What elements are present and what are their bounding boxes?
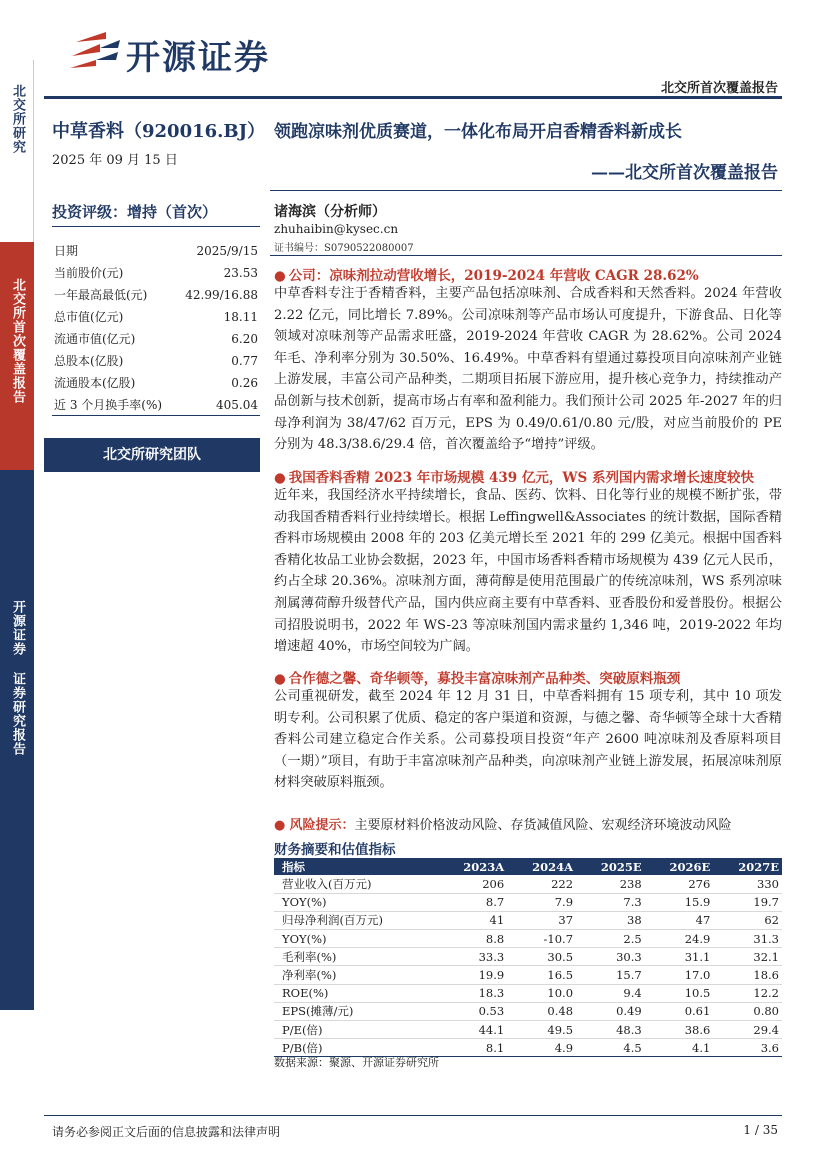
table-row [274,930,782,948]
rating-divider [52,226,260,227]
table-cell: 33.3 [438,948,507,966]
stat-value: 23.53 [223,266,258,280]
table-cell: 2.5 [576,930,645,948]
table-cell: 0.61 [645,1002,714,1020]
table-cell: 222 [507,875,576,893]
table-cell: 37 [507,911,576,929]
section-body: 近年来，我国经济水平持续增长，食品、医药、饮料、日化等行业的规模不断扩张，带动我国香精香料行业持续增长。根据 Leffingwell&Associates 的统计数据，国际香精香料市场规模由 2008 年的 203 亿美元增长至 2021 年的 299 亿美元。根据中国香料香精化妆品工业协会数据，2023 年，中国市场香料香精市场规模为 439 亿元人民币，约占全球 20.36%。凉味剂方面，薄荷醇是使用范围最广的传统凉味剂，WS 系列凉味剂属薄荷醇升级替代产品，国内供应商主要有中草香料、亚香股份和爱普股份。根据公司招股说明书，2022 年 WS-23 等凉味剂国内需求量约 1,346 吨，2019-2022 年均增速超 40%，市场空间较为广阔。 [274,488,782,655]
table-cell: 8.8 [438,930,507,948]
table-cell: 3.6 [713,1039,782,1057]
table-cell: 44.1 [438,1021,507,1039]
stat-row [52,284,260,306]
table-cell: 38.6 [645,1021,714,1039]
stat-row [52,328,260,350]
stat-label: 当前股价(元) [54,266,124,280]
report-type-header: 北交所首次覆盖报告 [660,81,778,96]
table-row [274,1021,782,1039]
stat-row [52,306,260,328]
report-subtitle: ——北交所首次覆盖报告 [591,163,778,183]
analyst-email[interactable]: zhuhaibin@kysec.cn [274,222,399,236]
section-body: 公司重视研发，截至 2024 年 12 月 31 日，中草香料拥有 15 项专利，其中 10 项发明专利。公司积累了优质、稳定的客户渠道和资源，与德之馨、奇华顿等全球十大香精香料公司建立稳定合作关系。公司募投项目投资“年产 2600 吨凉味剂及香原料项目（一期）”项目，有助于丰富凉味剂产品种类，向凉味剂产业链上游发展，拓展凉味剂原材料突破原料瓶颈。 [274,689,782,791]
table-cell: 31.1 [645,948,714,966]
table-cell: 19.9 [438,966,507,984]
stat-label: 总市值(亿元) [54,310,124,324]
table-row [274,984,782,1002]
footer-disclaimer: 请务必参阅正文后面的信息披露和法律声明 [52,1125,281,1139]
table-cell: 4.5 [576,1039,645,1057]
table-cell: 0.80 [713,1002,782,1020]
investment-rating: 投资评级：增持（首次） [52,203,218,221]
table-row-label: P/B(倍) [274,1039,438,1057]
stat-value: 18.11 [223,310,258,324]
table-header: 2024A [507,858,576,875]
page-number: 1 / 35 [743,1123,778,1137]
brand-name: 开源证券 [126,38,270,78]
table-cell: 31.3 [713,930,782,948]
side-bar-top [0,60,34,242]
table-row-label: 净利率(%) [274,966,438,984]
stat-label: 流通市值(亿元) [54,332,136,346]
table-row [274,948,782,966]
table-cell: 9.4 [576,984,645,1002]
table-cell: 41 [438,911,507,929]
table-cell: 7.3 [576,893,645,911]
stock-stats-table [52,240,260,416]
risk-notice [274,814,732,833]
table-cell: 12.2 [713,984,782,1002]
brand-logo-icon [66,30,122,74]
table-cell: 47 [645,911,714,929]
table-cell: 18.3 [438,984,507,1002]
table-source: 数据来源：聚源、开源证券研究所 [274,1056,439,1069]
table-cell: 19.7 [713,893,782,911]
table-cell: 48.3 [576,1021,645,1039]
stat-label: 近 3 个月换手率(%) [54,398,163,412]
table-cell: 0.53 [438,1002,507,1020]
table-cell: -10.7 [507,930,576,948]
table-row [274,1002,782,1020]
table-row [274,875,782,893]
table-cell: 8.1 [438,1039,507,1057]
table-cell: 0.48 [507,1002,576,1020]
table-cell: 18.6 [713,966,782,984]
table-cell: 30.3 [576,948,645,966]
stat-value: 6.20 [231,332,258,346]
side-label-middle: 北交所首次覆盖报告 [10,278,25,404]
table-cell: 16.5 [507,966,576,984]
stat-value: 42.99/16.88 [185,288,258,302]
table-cell: 15.7 [576,966,645,984]
bullet-icon: ● [274,671,286,687]
table-cell: 30.5 [507,948,576,966]
table-cell: 32.1 [713,948,782,966]
title-divider [270,190,782,191]
risk-text: 主要原材料价格波动风险、存货减值风险、宏观经济环境波动风险 [354,818,732,833]
side-label-top: 北交所研究 [10,84,25,154]
risk-label: 风险提示： [289,818,355,833]
section-heading [274,466,754,486]
table-header: 2025E [576,858,645,875]
table-cell: 330 [713,875,782,893]
table-header: 2023A [438,858,507,875]
section-heading [274,264,699,284]
table-header: 2027E [713,858,782,875]
table-cell: 276 [645,875,714,893]
report-title: 领跑凉味剂优质赛道，一体化布局开启香精香料新成长 [274,122,682,142]
side-bar-middle [0,242,34,470]
table-row-label: EPS(摊薄/元) [274,1002,438,1020]
stat-value: 405.04 [216,398,258,412]
table-cell: 10.0 [507,984,576,1002]
table-cell: 17.0 [645,966,714,984]
stat-label: 一年最高最低(元) [54,288,148,302]
table-header-row [274,858,782,875]
stat-row [52,240,260,262]
financial-table [274,858,782,1057]
table-cell: 38 [576,911,645,929]
table-cell: 0.49 [576,1002,645,1020]
table-cell: 29.4 [713,1021,782,1039]
header-divider [44,96,782,99]
section-heading-text: 我国香料香精 2023 年市场规模 439 亿元，WS 系列国内需求增长速度较快 [288,470,754,486]
table-row-label: YOY(%) [274,930,438,948]
table-row-label: 营业收入(百万元) [274,875,438,893]
section-heading-text: 公司：凉味剂拉动营收增长，2019-2024 年营收 CAGR 28.62% [288,268,699,284]
stat-label: 日期 [54,244,79,258]
report-date: 2025 年 09 月 15 日 [52,153,178,168]
stat-row [52,394,260,416]
table-cell: 206 [438,875,507,893]
table-cell: 49.5 [507,1021,576,1039]
research-team-button[interactable]: 北交所研究团队 [44,438,260,472]
table-body [274,875,782,1057]
table-header: 2026E [645,858,714,875]
table-row [274,911,782,929]
analyst-divider [270,255,782,256]
table-row-label: 归母净利润(百万元) [274,911,438,929]
table-row [274,966,782,984]
stat-value: 2025/9/15 [196,244,258,258]
bullet-icon: ● [274,470,286,486]
financial-table-title: 财务摘要和估值指标 [274,842,396,858]
stat-row [52,262,260,284]
table-cell: 7.9 [507,893,576,911]
section-heading-text: 合作德之馨、奇华顿等，募投丰富凉味剂产品种类、突破原料瓶颈 [288,671,681,687]
section-heading [274,667,680,687]
stat-row [52,350,260,372]
analyst-name: 诸海滨（分析师） [274,204,386,220]
table-header: 指标 [274,858,438,875]
stat-label: 总股本(亿股) [54,354,124,368]
table-cell: 15.9 [645,893,714,911]
analyst-cert: 证书编号：S0790522080007 [274,243,414,254]
table-cell: 4.1 [645,1039,714,1057]
table-row [274,893,782,911]
table-cell: 24.9 [645,930,714,948]
table-cell: 4.9 [507,1039,576,1057]
side-bar-bottom [0,470,34,1010]
table-row-label: 毛利率(%) [274,948,438,966]
side-label-bottom: 开源证券 证券研究报告 [10,600,25,756]
stat-value: 0.77 [231,354,258,368]
stat-row [52,372,260,394]
company-name: 中草香料（920016.BJ） [52,121,266,142]
table-cell: 8.7 [438,893,507,911]
table-cell: 62 [713,911,782,929]
bullet-icon: ● [274,818,290,833]
table-row-label: ROE(%) [274,984,438,1002]
bullet-icon: ● [274,268,286,284]
table-cell: 10.5 [645,984,714,1002]
table-cell: 238 [576,875,645,893]
table-row-label: YOY(%) [274,893,438,911]
stat-value: 0.26 [231,376,258,390]
table-row-label: P/E(倍) [274,1021,438,1039]
stat-label: 流通股本(亿股) [54,376,136,390]
footer-divider [44,1115,782,1116]
section-body: 中草香料专注于香精香料，主要产品包括凉味剂、合成香料和天然香料。2024 年营收 2.22 亿元，同比增长 7.89%。公司凉味剂等产品市场认可度提升，下游食品、日化等领域对凉味剂等产品需求旺盛，2019-2024 年营收 CAGR 为 28.62%。公司 2024 年毛、净利率分别为 30.50%、16.49%。中草香料有望通过募投项目向凉味剂产业链上游发展，丰富公司产品种类，二期项目拓展下游应用，提升核心竞争力，持续推动产品创新与技术创新，提高市场占有率和盈利能力。我们预计公司 2025 年-2027 年的归母净利润为 38/47/62 百万元，EPS 为 0.49/0.61/0.80 元/股，对应当前股价的 PE 分别为 48.3/38.6/29.4 倍，首次覆盖给予“增持”评级。 [274,286,782,453]
